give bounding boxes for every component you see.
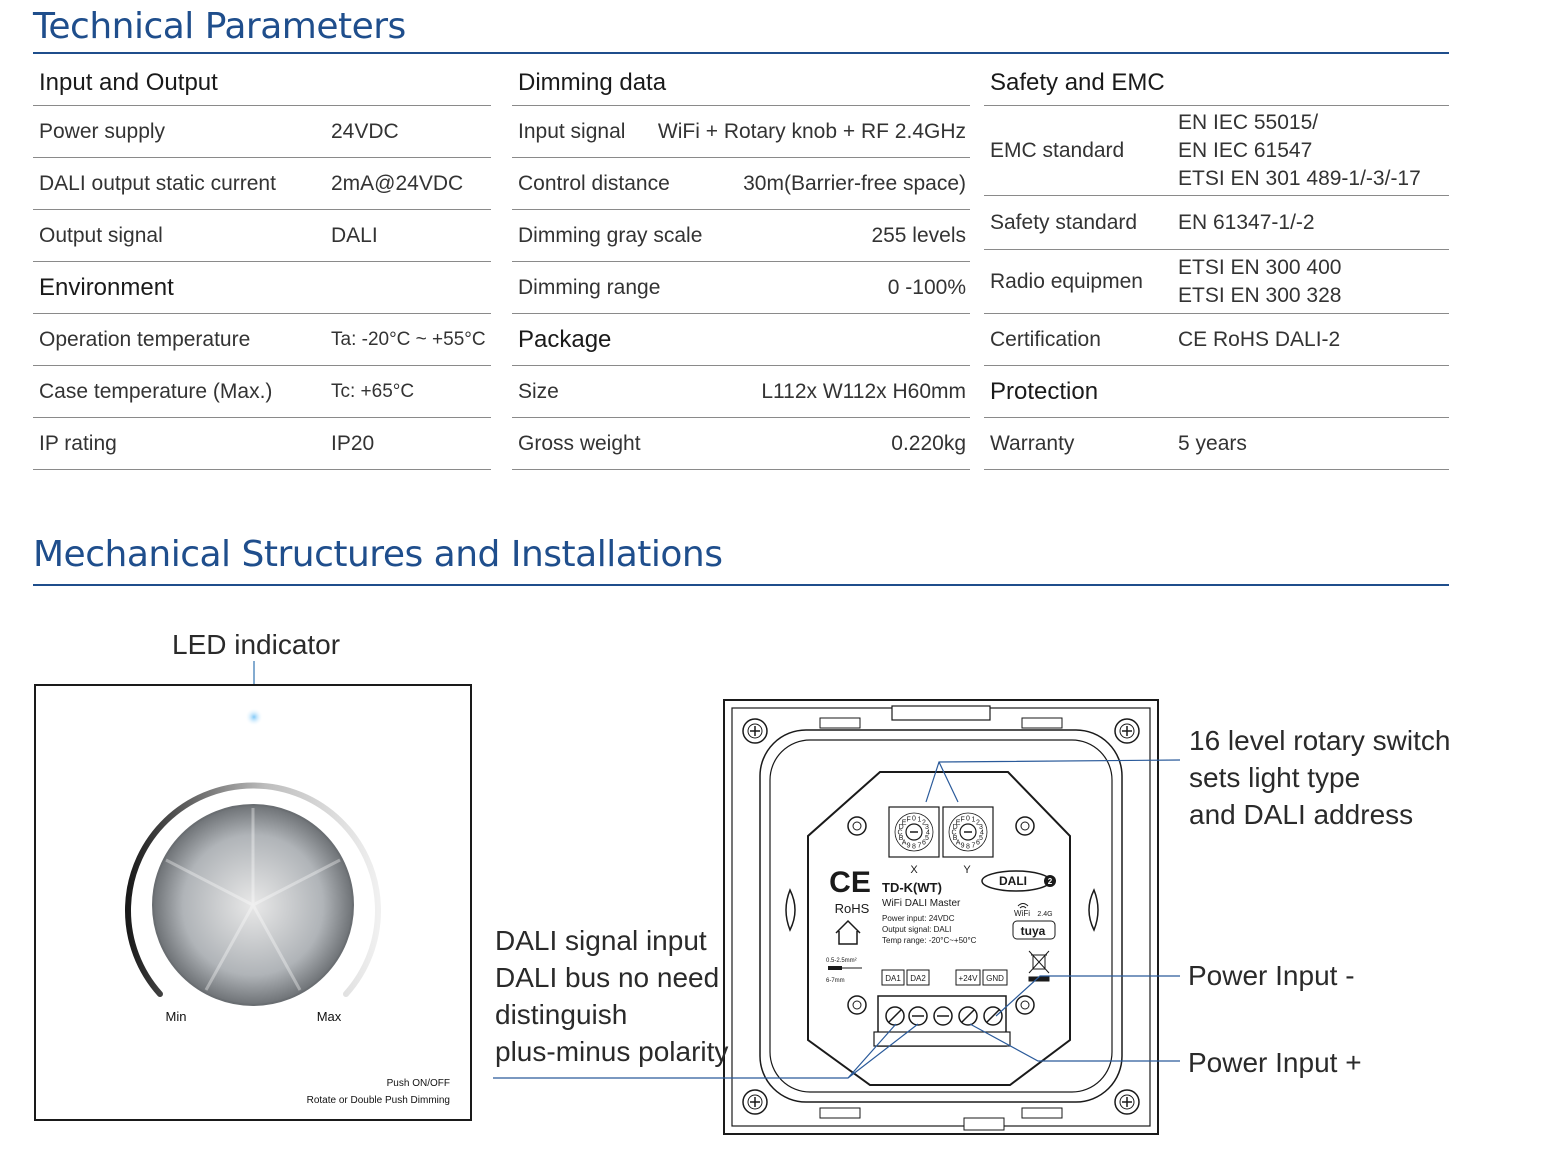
row-key: EMC standard <box>990 138 1125 162</box>
table-row <box>984 106 1449 196</box>
dial-char: A <box>901 839 907 847</box>
row-key: Safety standard <box>990 210 1138 234</box>
dial-char: 7 <box>917 842 922 850</box>
row-value: DALI <box>331 223 378 247</box>
spec-temp: Temp range: -20°C~+50°C <box>882 936 977 945</box>
row-value <box>1178 109 1421 193</box>
dial-char: D <box>898 824 904 832</box>
value-line: EN IEC 61547 <box>1178 138 1313 162</box>
rotate-note: Rotate or Double Push Dimming <box>306 1095 450 1106</box>
dial-char: 8 <box>966 843 970 851</box>
power-minus-callout: Power Input - <box>1188 960 1355 991</box>
led-indicator <box>245 708 263 726</box>
row-key: Dimming range <box>518 275 661 299</box>
dial-char: B <box>898 834 904 842</box>
row-value: L112x W112x H60mm <box>761 379 966 403</box>
input-output-column <box>33 60 491 470</box>
title-rule <box>33 52 1449 54</box>
table-row <box>33 106 491 158</box>
rotary-switch-callout <box>1189 722 1450 833</box>
row-key: Input signal <box>518 119 626 143</box>
table-row <box>33 418 491 470</box>
ce-mark: CE <box>829 866 871 899</box>
table-row <box>512 366 970 418</box>
package-header <box>512 314 970 366</box>
table-row <box>512 158 970 210</box>
table-row <box>33 210 491 262</box>
callout-line: distinguish <box>495 999 628 1030</box>
input-output-header <box>33 60 491 106</box>
row-key: Dimming gray scale <box>518 223 703 247</box>
dial-char: 5 <box>978 834 983 842</box>
dial-char: 2 <box>975 819 980 827</box>
row-key: IP rating <box>39 431 117 455</box>
led-indicator-label: LED indicator <box>172 629 341 660</box>
table-row <box>33 158 491 210</box>
table-row <box>33 314 491 366</box>
callout-line: sets light type <box>1189 762 1361 793</box>
row-value: IP20 <box>331 431 375 455</box>
model-subtitle: WiFi DALI Master <box>882 898 961 909</box>
callout-line: DALI signal input <box>495 925 707 956</box>
row-key: Case temperature (Max.) <box>39 379 273 403</box>
row-key: Output signal <box>39 223 163 247</box>
max-label: Max <box>316 1009 342 1024</box>
svg-text:2: 2 <box>1047 877 1053 886</box>
callout-line: plus-minus polarity <box>495 1036 729 1067</box>
header-label: Safety and EMC <box>990 68 1165 96</box>
dial-char: F <box>960 816 965 824</box>
value-line: ETSI EN 300 400 <box>1178 255 1342 279</box>
terminal-label: +24V <box>958 974 978 983</box>
dial-char: E <box>901 819 907 827</box>
table-row <box>984 196 1449 250</box>
table-row <box>512 418 970 470</box>
dial-char: 9 <box>960 842 965 850</box>
dial-char: 6 <box>921 839 926 847</box>
callout-line: DALI bus no need <box>495 962 720 993</box>
band-label: 2.4G <box>1037 911 1053 918</box>
tuya-logo: tuya <box>1020 924 1046 938</box>
callout-line: and DALI address <box>1189 799 1414 830</box>
dial-char: C <box>951 829 957 837</box>
dali-input-callout <box>495 922 728 1070</box>
terminal-label: GND <box>986 974 1004 983</box>
dial-char: 1 <box>917 816 922 824</box>
terminal-label: DA1 <box>885 974 901 983</box>
header-label: Protection <box>990 377 1099 405</box>
dial-char: B <box>952 834 958 842</box>
row-value: 255 levels <box>871 223 966 247</box>
wire-gauge: 0.5-2.5mm² <box>826 958 857 964</box>
table-row <box>984 314 1449 366</box>
front-panel-diagram <box>0 600 500 1140</box>
row-key: Certification <box>990 327 1101 351</box>
row-value: EN 61347-1/-2 <box>1178 210 1315 234</box>
row-key: Gross weight <box>518 431 641 455</box>
row-value: 0 -100% <box>887 275 966 299</box>
row-value: Ta: -20°C ~ +55°C <box>331 328 486 350</box>
model-name: TD-K(WT) <box>882 880 942 895</box>
row-value: CE RoHS DALI-2 <box>1178 327 1341 351</box>
protection-header <box>984 366 1449 418</box>
dial-char: 0 <box>966 815 970 823</box>
header-label: Input and Output <box>39 68 218 96</box>
dial-char: 4 <box>926 829 930 837</box>
row-key: DALI output static current <box>39 171 276 195</box>
row-value: 24VDC <box>331 119 399 143</box>
dimming-data-header <box>512 60 970 106</box>
power-plus-callout: Power Input + <box>1188 1047 1362 1078</box>
row-key: Power supply <box>39 119 166 143</box>
technical-parameters-title: Technical Parameters <box>33 6 406 47</box>
table-row <box>33 366 491 418</box>
title-rule <box>33 584 1449 586</box>
row-value: Tc: +65°C <box>331 380 415 402</box>
dial-char: 3 <box>924 824 929 832</box>
min-label: Min <box>165 1009 187 1024</box>
header-label: Dimming data <box>518 68 667 96</box>
wifi-label: WiFi <box>1014 909 1030 918</box>
row-value: 2mA@24VDC <box>331 171 464 195</box>
row-key: Radio equipmen <box>990 269 1143 293</box>
push-note: Push ON/OFF <box>386 1078 450 1089</box>
dial-char: 0 <box>912 815 916 823</box>
dial-char: 1 <box>971 816 976 824</box>
spec-output: Output signal: DALI <box>882 925 952 934</box>
table-row <box>512 262 970 314</box>
dial-char: C <box>897 829 903 837</box>
dial-char: A <box>955 839 961 847</box>
callout-line: 16 level rotary switch <box>1189 725 1451 756</box>
table-row <box>512 106 970 158</box>
strip-length: 6-7mm <box>826 978 845 984</box>
dial-char: 6 <box>975 839 980 847</box>
y-label: Y <box>963 864 971 876</box>
row-value: 30m(Barrier-free space) <box>743 171 966 195</box>
value-line: EN IEC 55015/ <box>1178 110 1319 134</box>
safety-emc-header <box>984 60 1449 106</box>
svg-text:DALI: DALI <box>999 874 1027 888</box>
row-value: 5 years <box>1178 431 1247 455</box>
safety-emc-column <box>984 60 1449 470</box>
spec-power: Power input: 24VDC <box>882 914 955 923</box>
table-row <box>512 210 970 262</box>
header-label: Environment <box>39 273 174 301</box>
row-key: Warranty <box>990 431 1075 455</box>
dial-char: 8 <box>912 843 916 851</box>
row-value: WiFi + Rotary knob + RF 2.4GHz <box>657 119 966 143</box>
dial-char: 2 <box>921 819 926 827</box>
rohs-mark: RoHS <box>834 901 870 916</box>
row-key: Size <box>518 379 559 403</box>
row-key: Operation temperature <box>39 327 251 351</box>
dial-char: F <box>906 816 911 824</box>
header-label: Package <box>518 325 612 353</box>
row-value <box>1178 254 1341 310</box>
value-line: ETSI EN 301 489-1/-3/-17 <box>1178 166 1421 190</box>
dial-char: 3 <box>978 824 983 832</box>
environment-header <box>33 262 491 314</box>
row-key: Control distance <box>518 171 670 195</box>
dial-char: 7 <box>971 842 976 850</box>
dial-char: 9 <box>906 842 911 850</box>
terminal-label: DA2 <box>910 974 926 983</box>
row-value: 0.220kg <box>891 431 966 455</box>
mechanical-title: Mechanical Structures and Installations <box>33 534 723 575</box>
table-row <box>984 250 1449 314</box>
table-row <box>984 418 1449 470</box>
dial-char: D <box>952 824 958 832</box>
x-label: X <box>910 864 918 876</box>
dial-char: E <box>955 819 961 827</box>
dial-char: 4 <box>980 829 984 837</box>
dimming-data-column <box>512 60 970 470</box>
value-line: ETSI EN 300 328 <box>1178 283 1342 307</box>
dial-char: 5 <box>924 834 929 842</box>
